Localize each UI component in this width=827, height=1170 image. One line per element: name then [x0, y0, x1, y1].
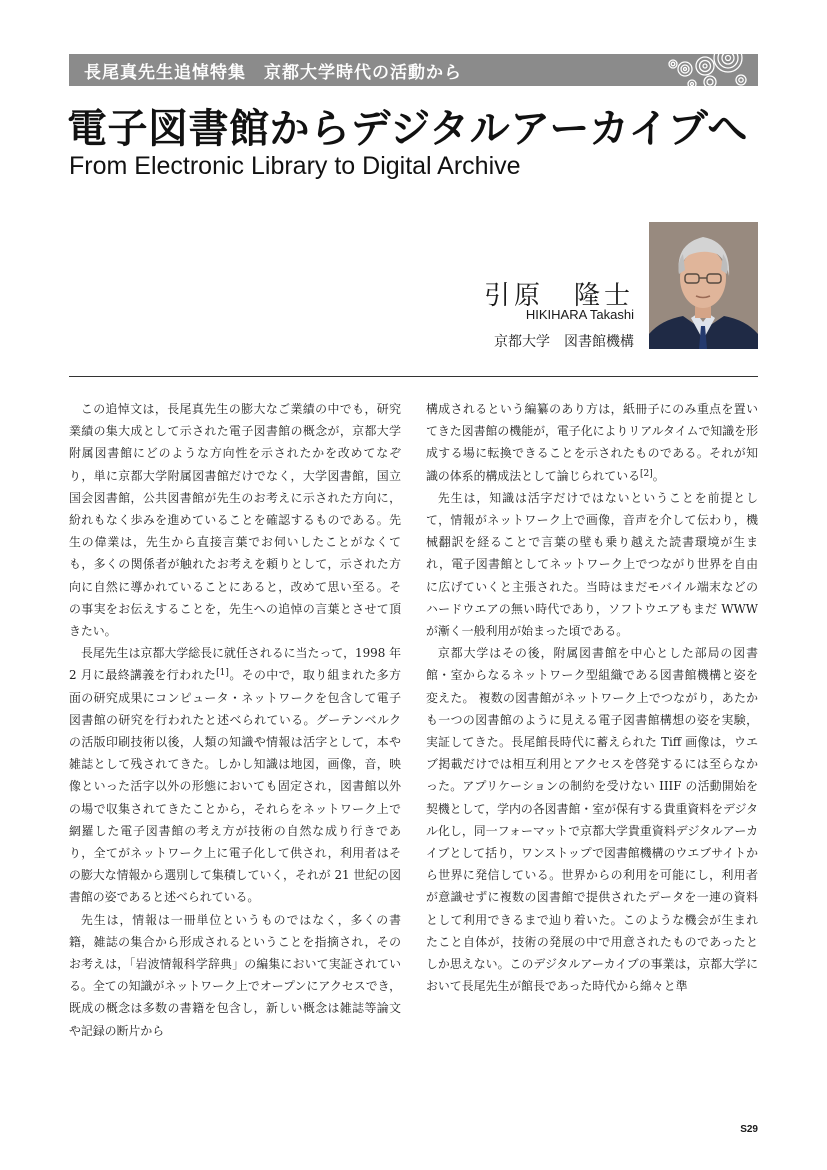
body-column-right — [426, 398, 758, 997]
paragraph — [69, 642, 401, 908]
paragraph-text: 。 — [652, 468, 665, 483]
author-name-romaji: HIKIHARA Takashi — [525, 307, 634, 322]
reference-marker[interactable]: [2] — [640, 468, 653, 479]
paragraph — [426, 398, 758, 487]
author-affiliation: 京都大学 図書館機構 — [494, 334, 634, 350]
author-photo — [649, 222, 758, 349]
header-divider — [69, 376, 758, 377]
banner-title: 長尾真先生追悼特集 京都大学時代の活動から — [84, 63, 462, 83]
paragraph: この追悼文は，長尾真先生の膨大なご業績の中でも，研究業績の集大成として示された電子図書館の概念が，京都大学附属図書館にどのような方向性を示されたかを改めてなぞり，単に京都大学附属図書館だけでなく，大学図書館，国立国会図書館，公共図書館が先生のお考えに示された方向に，紛れもなく歩みを進めていることを確認するものである。先生の偉業は，先生から直接言葉でお伺いしたことがなくても，多くの関係者が触れたお考えを頼りとして，示された方向に自然に導かれていることにあると，改めて思い至る。その事実をお伝えすることを，先生への追悼の言葉とさせて頂きたい。 — [69, 402, 401, 639]
section-banner — [69, 54, 758, 86]
paragraph: 京都大学はその後，附属図書館を中心とした部局の図書館・室からなるネットワーク型組織である図書館機構と姿を変えた。 複数の図書館がネットワーク上でつながり，あたかも一つの図書館のように見える電子図書館構想の姿を実験，実証してきた。長尾館長時代に蓄えられた Tiff 画像は，ウエブ掲載だけでは相互利用とアクセスを啓発するには至らなかった。アプリケーションの制約を受けない IIIF の活動開始を契機として，学内の各図書館・室が保有する貴重資料をデジタル化し，同一フォーマットで京都大学貴重資料デジタルアーカイブとして括り，ワンストップで図書館機構のウエブサイトから世界に発信している。世界からの利用を可能にし，利用者が意識せずに複数の図書館で提供されたデータを一連の資料として利用できるまで辿り着いた。このような機会が生まれたこと自体が，技術の発展の中で用意されたものであったとしか思えない。このデジタルアーカイブの事業は，京都大学において長尾先生が館長であった時代から綿々と準 — [426, 646, 758, 994]
author-name: 引原 隆士 — [483, 281, 634, 311]
article-title-english: From Electronic Library to Digital Archive — [69, 152, 521, 180]
paragraph: 先生は，情報は一冊単位というものではなく，多くの書籍，雑誌の集合から形成されるということを指摘され，そのお考えは，「岩波情報科学辞典」の編集において実証されている。全ての知識がネットワーク上でオープンにアクセスでき，既成の概念は多数の書籍を包含し，新しい概念は雑誌等論文や記録の断片から — [69, 912, 401, 1038]
concentric-circles-decoration — [665, 42, 750, 92]
paragraph-text: 構成されるという編纂のあり方は，紙冊子にのみ重点を置いてきた図書館の機能が，電子化によりリアルタイムで知識を形成する場に転換できることを示されたものである。それが知識の体系的構成法として論じられている — [426, 402, 758, 483]
paragraph: 先生は，知識は活字だけではないということを前提として，情報がネットワーク上で画像，音声を介して伝わり，機械翻訳を経ることで言葉の壁も乗り越えた読書環境が生まれ，電子図書館としてネットワーク上でつながり世界を自由に広げていくと主張された。当時はまだモバイル端末などのハードウエアの無い時代であり，ソフトウエアもまだ WWW が漸く一般利用が始まった頃である。 — [426, 490, 758, 639]
paragraph-text: 。その中で，取り組まれた多方面の研究成果にコンピュータ・ネットワークを包含して電子図書館の研究を行われたと述べられている。グーテンベルクの活版印刷技術以後，人類の知識や情報は活字として，本や雑誌として残されてきた。しかし知識は地図，画像，音，映像といった活字以外の形態においても固定され，図書館以外の場で収集されてきたことから，それらをネットワーク上で網羅した電子図書館の考え方が技術の自然な成り行きであり，全てがネットワーク上に電子化して供され，利用者はその膨大な情報から選別して集積していく，それが 21 世紀の図書館の姿であると述べられている。 — [69, 668, 401, 905]
body-column-left — [69, 398, 401, 1042]
page-number: S29 — [740, 1124, 758, 1135]
article-title-japanese: 電子図書館からデジタルアーカイブへ — [67, 106, 748, 152]
paragraph-text: 長尾先生は京都大学総長に就任されるに当たって，1998 年 2 月に最終講義を行われた — [69, 646, 401, 683]
reference-marker[interactable]: [1] — [216, 668, 229, 679]
